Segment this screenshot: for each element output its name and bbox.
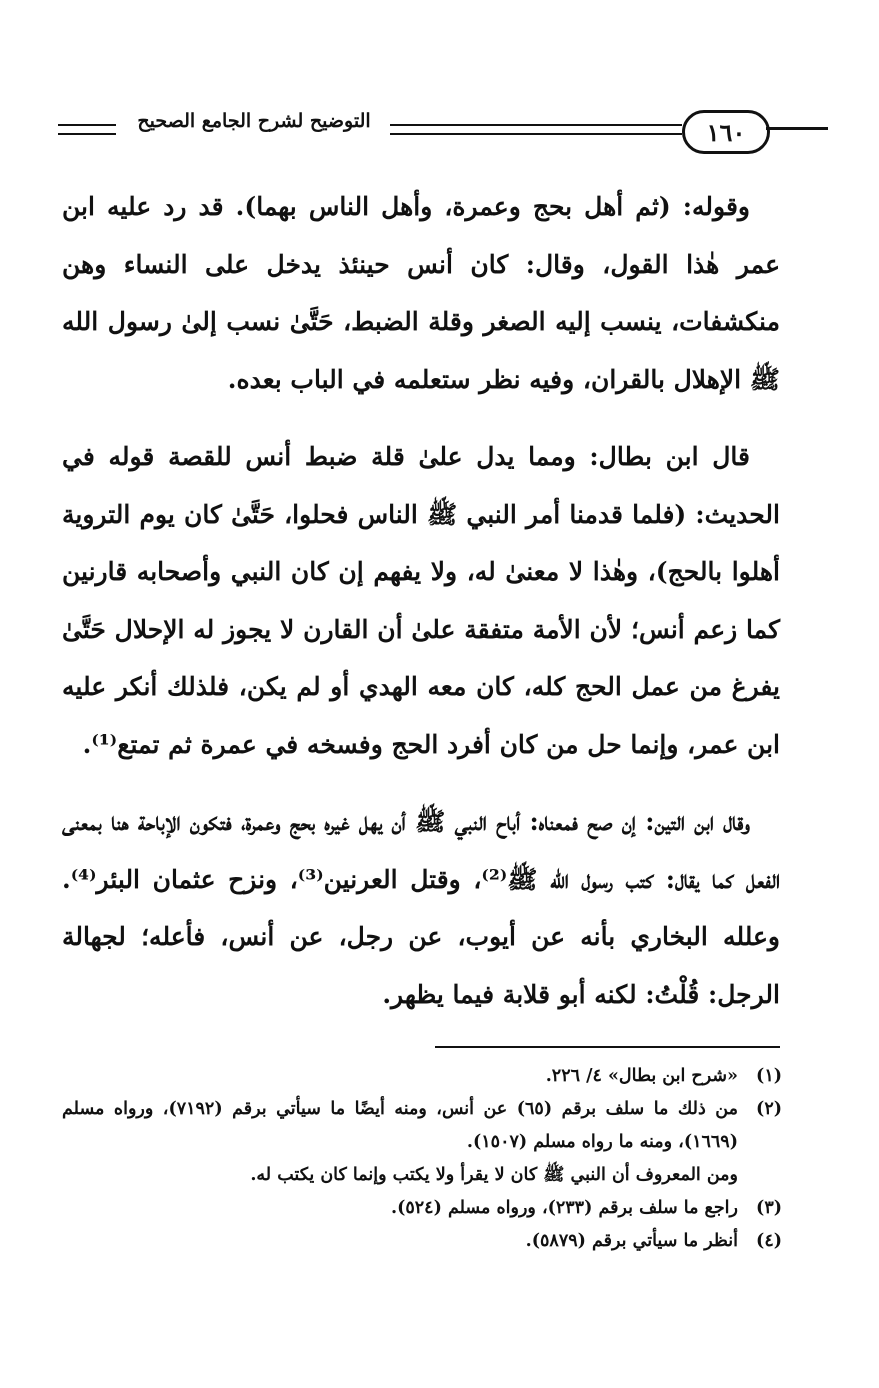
page-number: ١٦٠	[706, 117, 746, 147]
footnote-number: (٢)	[756, 1099, 782, 1119]
footnote	[62, 1093, 782, 1159]
footnote-text: راجع ما سلف برقم (٢٣٣)، ورواه مسلم (٥٢٤).	[391, 1198, 738, 1218]
paragraph: وقوله: (ثم أهل بحج وعمرة، وأهل الناس بهما). قد رد عليه ابن عمر هٰذا القول، وقال: كان أنس حينئذ يدخل على النساء وهن منكشفات، ينسب إليه الصغر وقلة الضبط، حَتَّىٰ نسب إلىٰ رسول الله ﷺ الإهلال بالقران، وفيه نظر ستعلمه في الباب بعده.	[62, 192, 780, 394]
footnote	[62, 1192, 782, 1225]
page-header	[58, 110, 828, 160]
footnote-text: ومن المعروف أن النبي ﷺ كان لا يقرأ ولا يكتب وإنما كان يكتب له.	[250, 1165, 738, 1185]
footnote-number: (١)	[756, 1066, 782, 1086]
footnote-number: (٣)	[756, 1198, 782, 1218]
header-rule-right	[766, 127, 828, 130]
footnote	[62, 1060, 782, 1093]
footnote-text: «شرح ابن بطال» ٤/ ٢٢٦.	[545, 1066, 738, 1086]
paragraph: وقال ابن التين: إن صح فمعناه: أباح النبي ﷺ أن يهل غيره بحج وعمرة، فتكون الإباحة هنا بمعنى الفعل كما يقال: كتب رسول الله ﷺ⁽²⁾، وقتل العرنين⁽³⁾، ونزح عثمان البئر⁽⁴⁾. وعلله البخاري بأنه عن أيوب، عن رجل، عن أنس، فأعله؛ لجهالة الرجل: قُلْتُ: لكنه أبو قلابة فيما يظهر.	[62, 807, 780, 1009]
paragraph: قال ابن بطال: ومما يدل علىٰ قلة ضبط أنس للقصة قوله في الحديث: (فلما قدمنا أمر النبي ﷺ الناس فحلوا، حَتَّىٰ كان يوم التروية أهلوا بالحج)، وهٰذا لا معنىٰ له، ولا يفهم إن كان النبي وأصحابه قارنين كما زعم أنس؛ لأن الأمة متفقة علىٰ أن القارن لا يجوز له الإحلال حَتَّىٰ يفرغ من عمل الحج كله، كان معه الهدي أو لم يكن، فلذلك أنكر عليه ابن عمر، وإنما حل من كان أفرد الحج وفسخه في عمرة ثم تمتع⁽¹⁾.	[62, 442, 780, 759]
footnote	[62, 1225, 782, 1258]
footnote-text: أنظر ما سيأتي برقم (٥٨٧٩).	[525, 1231, 738, 1251]
footnotes	[62, 1060, 782, 1258]
running-title: التوضيح لشرح الجامع الصحيح	[137, 110, 371, 132]
footnote-text: من ذلك ما سلف برقم (٦٥) عن أنس، ومنه أيضًا ما سيأتي برقم (٧١٩٢)، ورواه مسلم (١٦٦٩)، ومنه ما رواه مسلم (١٥٠٧).	[62, 1099, 738, 1152]
footnote-separator	[435, 1046, 780, 1048]
page-number-badge	[682, 110, 770, 154]
footnote-number: (٤)	[756, 1231, 782, 1251]
footnote-continuation	[62, 1159, 782, 1192]
header-double-rule-middle	[390, 124, 682, 135]
main-text	[62, 178, 780, 1023]
header-double-rule-left	[58, 124, 116, 135]
